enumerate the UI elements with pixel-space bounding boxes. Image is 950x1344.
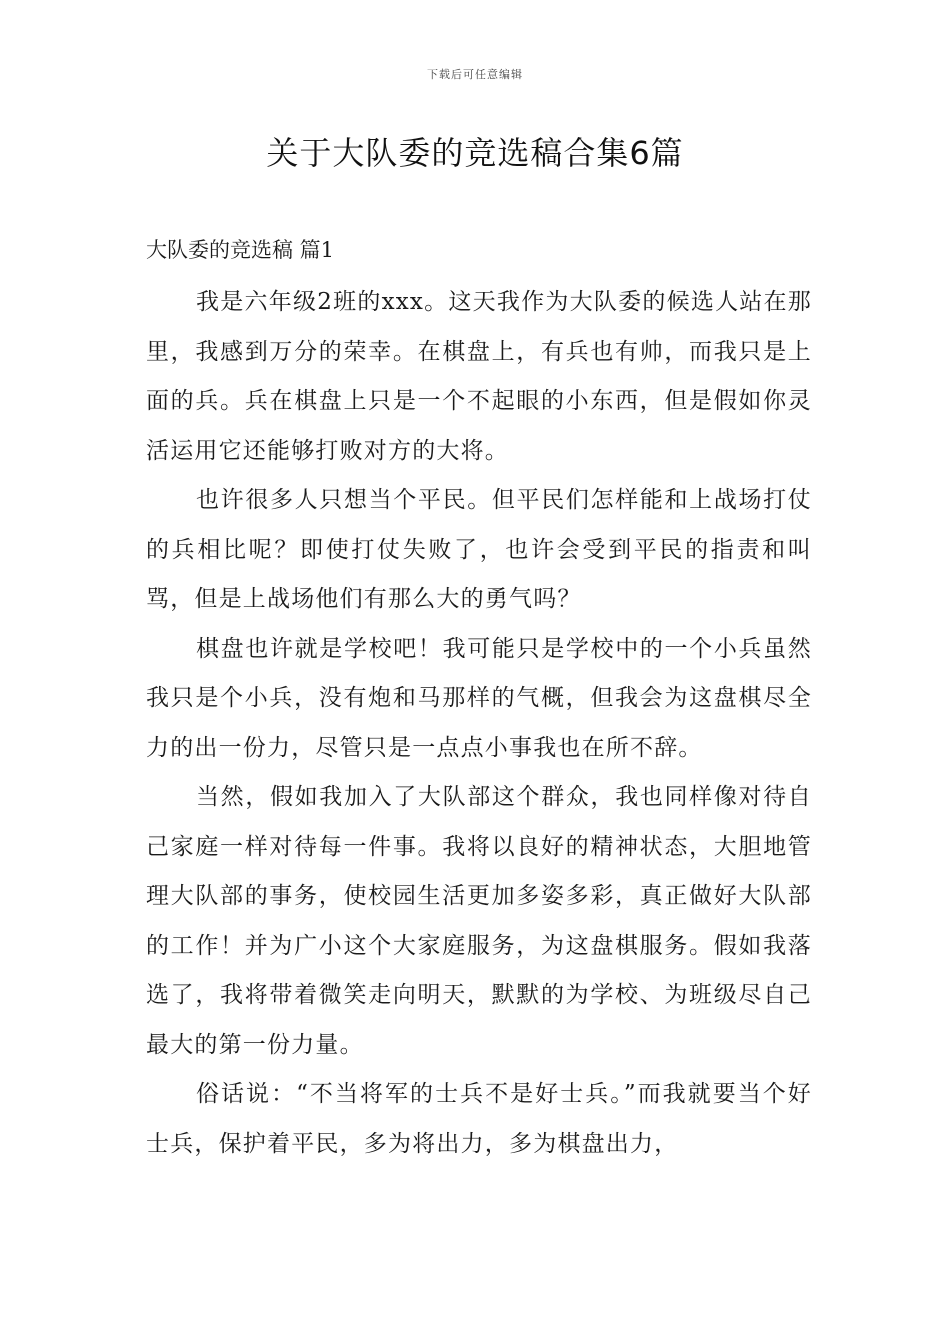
paragraph: 俗话说：“不当将军的士兵不是好士兵。”而我就要当个好士兵，保护着平民，多为将出力，多为棋盘出力， — [146, 1081, 812, 1157]
paragraph: 棋盘也许就是学校吧！我可能只是学校中的一个小兵虽然我只是个小兵，没有炮和马那样的气概，但我会为这盘棋尽全力的出一份力，尽管只是一点点小事我也在所不辞。 — [146, 635, 812, 761]
header-note: 下载后可任意编辑 — [427, 68, 523, 81]
document-title: 关于大队委的竞选稿合集6篇 — [266, 134, 684, 172]
paragraph: 也许很多人只想当个平民。但平民们怎样能和上战场打仗的兵相比呢？即使打仗失败了，也许会受到平民的指责和叫骂，但是上战场他们有那么大的勇气吗？ — [146, 487, 812, 612]
paragraph: 我是六年级2班的xxx。这天我作为大队委的候选人站在那里，我感到万分的荣幸。在棋盘上，有兵也有帅，而我只是上面的兵。兵在棋盘上只是一个不起眼的小东西，但是假如你灵活运用它还能够打败对方的大将。 — [146, 289, 812, 464]
body-text — [146, 278, 812, 1169]
section-heading: 大队委的竞选稿 篇1 — [146, 238, 335, 262]
paragraph: 当然，假如我加入了大队部这个群众，我也同样像对待自己家庭一样对待每一件事。我将以良好的精神状态，大胆地管理大队部的事务，使校园生活更加多姿多彩，真正做好大队部的工作！并为广小这个大家庭服务，为这盘棋服务。假如我落选了，我将带着微笑走向明天，默默的为学校、为班级尽自己最大的第一份力量。 — [146, 784, 812, 1058]
